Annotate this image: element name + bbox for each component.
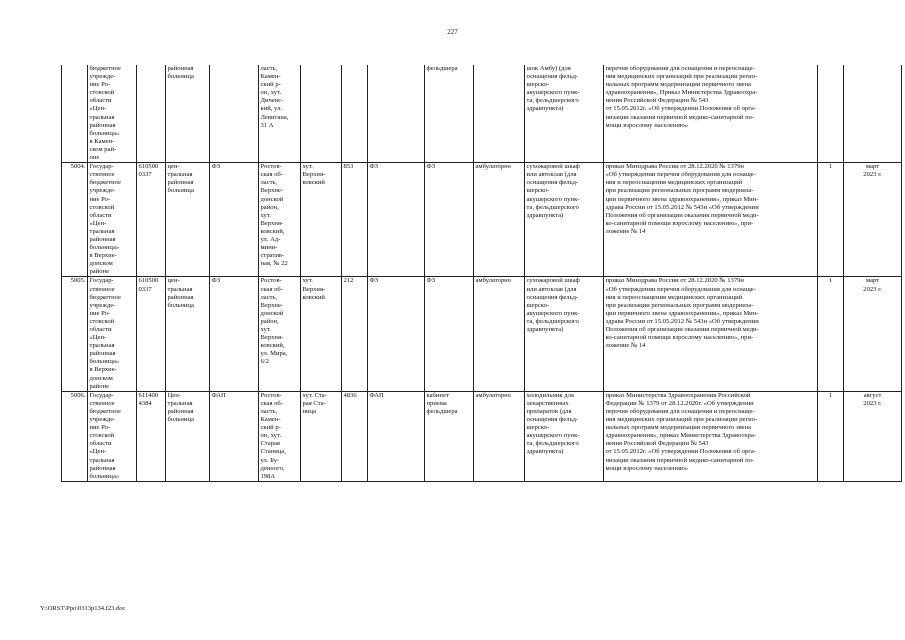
cell-text-line: ласть,	[260, 65, 278, 72]
unit-type-cell	[210, 65, 259, 163]
cell-text-line: ском рай-	[89, 145, 117, 153]
cell-text-line: ФЗ	[211, 277, 221, 285]
cell-text-line: стовской	[89, 432, 115, 440]
table-row	[62, 163, 902, 277]
cell-text-line: Верхня-	[302, 285, 326, 293]
cell-text-line: 2023 г.	[863, 171, 882, 179]
table-row	[62, 391, 902, 481]
cell-text-line: та, фельдшерского	[526, 97, 579, 105]
cell-text-line: та, фельдшерского	[526, 440, 579, 448]
delivery-date-cell	[844, 163, 902, 277]
cell-text-line: области	[89, 211, 112, 219]
cell-text-line: акушерского пунк-	[526, 195, 580, 203]
cell-text-line: хут.	[260, 211, 271, 219]
cell-text-line: акушерского пунк-	[526, 432, 580, 440]
inn-cell	[137, 163, 166, 277]
cell-text-line: ние Ро-	[89, 309, 111, 317]
cell-text-line: хут.	[260, 326, 271, 333]
cell-text-line: районная	[89, 235, 116, 243]
room-cell	[425, 277, 474, 391]
cell-text-line: он, хут.	[260, 89, 281, 97]
cell-text-line: здравпункта)	[526, 326, 564, 333]
cell-text-line: Камен-	[260, 73, 281, 81]
cell-text-line: больница»	[89, 129, 120, 137]
cell-text-line: районная	[167, 65, 194, 72]
cell-text-line: приказ Минздрава России от 28.12.2020 № 1379н	[605, 277, 744, 285]
cell-text-line: больница	[167, 301, 194, 309]
cell-text-line: Цен-	[167, 391, 181, 399]
cell-text-line: стовской	[89, 203, 115, 211]
cell-text-line: шерско-	[526, 187, 550, 195]
address-cell	[259, 391, 301, 481]
cell-text-line: стратив-	[260, 252, 285, 260]
cell-text-line: ская об-	[260, 285, 283, 293]
cell-text-line: тральная	[89, 227, 115, 235]
cell-text-line: кий, ул.	[260, 105, 283, 113]
cell-text-line: шерско-	[526, 301, 550, 309]
cell-text-line: Камен-	[260, 416, 281, 424]
cell-text-line: стовской	[89, 89, 115, 97]
cell-text-line: учрежде-	[89, 301, 116, 309]
cell-text-line: ФЗ	[426, 277, 436, 285]
cell-text-line: Положения об организации оказания первичной меди-	[605, 326, 759, 333]
cell-text-line: 6/2	[260, 358, 269, 366]
cell-text-line: перечня оборудования для оснащения и переоснаще-	[605, 65, 755, 72]
organization-cell	[88, 277, 137, 391]
address-cell	[259, 65, 301, 163]
cell-text-line: ложение № 14	[605, 342, 646, 350]
cell-text-line: здрава России от 15.05.2012 № 543н «Об утверждении	[605, 203, 759, 211]
cell-text-line: ковский,	[260, 342, 285, 350]
cell-text-line: тральная	[167, 171, 193, 179]
equipment-cell	[525, 163, 604, 277]
cell-text-line: учрежде-	[89, 187, 116, 195]
cell-text-line: ние Ро-	[89, 195, 111, 203]
cell-text-line: ние Ро-	[89, 81, 111, 89]
cell-text-line: нальных программ модернизации первичного звена	[605, 81, 752, 89]
unit-type-cell	[210, 163, 259, 277]
care-type-cell	[474, 65, 525, 163]
delivery-date-cell	[844, 391, 902, 481]
cell-text-line: 2023 г.	[863, 285, 882, 293]
cell-text-line: он, хут.	[260, 432, 281, 440]
cell-text-line: оснащения фельд-	[526, 293, 579, 301]
cell-text-line: «Цен-	[89, 105, 107, 113]
cell-text-line: мощи взрослому населению»	[605, 464, 689, 472]
cell-text-line: ФЗ	[211, 163, 221, 171]
population-cell: 212	[342, 277, 368, 391]
cell-text-line: больница»	[89, 472, 120, 480]
cell-text-line: больница	[167, 187, 194, 195]
cell-text-line: районная	[89, 121, 116, 129]
delivery-date-cell	[844, 65, 902, 163]
row-number-cell: 5004.	[62, 163, 88, 277]
cell-text-line: Левитана,	[260, 113, 289, 121]
cell-text-line: тральная	[89, 456, 115, 464]
cell-text-line: рая Ста-	[302, 399, 326, 407]
cell-text-line: при реализации региональных программ модерниза-	[605, 301, 754, 309]
cell-text-line: ние Ро-	[89, 424, 111, 432]
cell-text-line: хут.	[302, 163, 313, 171]
cell-text-line: приказ Министерства Здравоохранения Российской	[605, 391, 751, 399]
organization-cell	[88, 391, 137, 481]
cell-text-line: ции первичного звена здравоохранения», приказ Мин-	[605, 309, 759, 317]
cell-text-line: больница	[167, 73, 194, 81]
quantity-cell: 1	[818, 277, 844, 391]
cell-text-line: ния и переоснащения медицинских организаций	[605, 293, 743, 301]
cell-text-line: денного,	[260, 464, 285, 472]
cell-text-line: шерско-	[526, 81, 550, 89]
organization-cell	[88, 163, 137, 277]
cell-text-line: низации оказания первичной медико-санитарной по-	[605, 456, 755, 464]
cell-text-line: в Камен-	[89, 137, 115, 145]
cell-text-line: ул. Ад-	[260, 235, 281, 243]
cell-text-line: хут.	[302, 277, 313, 285]
legal-basis-cell	[604, 65, 818, 163]
cell-text-line: ская об-	[260, 399, 283, 407]
cell-text-line: донской	[260, 309, 284, 317]
unit-name-cell	[166, 277, 210, 391]
cell-text-line: области	[89, 326, 112, 333]
cell-text-line: фельдшера	[426, 407, 458, 415]
legal-basis-cell	[604, 391, 818, 481]
inn-cell	[137, 391, 166, 481]
settlement-cell	[301, 65, 342, 163]
cell-text-line: ФЗ	[426, 163, 436, 171]
cell-text-line: здравоохранения», приказ Министерства Здравоохра-	[605, 432, 757, 440]
population-cell	[342, 65, 368, 163]
cell-text-line: ния и переоснащения медицинских организаций	[605, 179, 743, 187]
quantity-cell	[818, 65, 844, 163]
room-cell	[425, 163, 474, 277]
unit-name-cell	[166, 65, 210, 163]
cell-text-line: низации оказания первичной медико-санитарной по-	[605, 113, 755, 121]
cell-text-line: Старая	[260, 440, 280, 448]
equipment-cell	[525, 391, 604, 481]
cell-text-line: Верхня-	[260, 334, 284, 342]
cell-text-line: ко-санитарной помощи взрослому населению», при-	[605, 219, 754, 227]
cell-text-line: мощи взрослому населению»	[605, 121, 689, 129]
cell-text-line: район,	[260, 203, 279, 211]
quantity-cell: 1	[818, 163, 844, 277]
care-type-cell: амбулаторно	[474, 277, 525, 391]
cell-text-line: «Об утверждении перечня оборудования для оснаще-	[605, 171, 756, 179]
cell-text-line: ственное	[89, 285, 115, 293]
cell-text-line: от 15.05.2012г. «Об утверждении Положения об орга-	[605, 448, 757, 456]
cell-text-line: больница»	[89, 244, 120, 252]
cell-text-line: 4384	[138, 399, 152, 407]
cell-text-line: приказ Минздрава России от 28.12.2020 № 1379н	[605, 163, 744, 171]
cell-text-line: Верхне-	[260, 301, 284, 309]
cell-text-line: ФЗ	[369, 277, 379, 285]
cell-text-line: или автоклав (для	[526, 285, 577, 293]
cell-text-line: Верхня-	[260, 219, 284, 227]
cell-text-line: ласть,	[260, 179, 278, 187]
cell-text-line: ственное	[89, 171, 115, 179]
cell-text-line: Верхня-	[302, 171, 326, 179]
cell-text-line: март	[865, 277, 880, 285]
cell-text-line: 610500	[138, 277, 159, 285]
cell-text-line: «Об утверждении перечня оборудования для оснаще-	[605, 285, 756, 293]
cell-text-line: Государ-	[89, 391, 114, 399]
cell-text-line: районная	[167, 179, 194, 187]
row-number-cell	[62, 65, 88, 163]
cell-text-line: бюджетное	[89, 293, 121, 301]
cell-text-line: в Верхне-	[89, 252, 117, 260]
cell-text-line: Ростов-	[260, 391, 282, 399]
cell-text-line: здравпункта)	[526, 211, 564, 219]
facility-type-cell	[368, 277, 425, 391]
cell-text-line: нения Российской Федерации № 543	[605, 97, 709, 105]
cell-text-line: ласть,	[260, 293, 278, 301]
cell-text-line: шерско-	[526, 424, 550, 432]
cell-text-line: 0337	[138, 171, 152, 179]
cell-text-line: здрава России от 15.05.2012 № 543н «Об утверждении	[605, 317, 759, 325]
cell-text-line: Положения об организации оказания первичной меди-	[605, 211, 759, 219]
legal-basis-cell	[604, 163, 818, 277]
settlement-cell	[301, 391, 342, 481]
cell-text-line: донской	[260, 195, 284, 203]
cell-text-line: области	[89, 440, 112, 448]
cell-text-line: Федерации № 1379 от 28.12.2020г. «Об утверждении	[605, 399, 754, 407]
cell-text-line: ФАП	[211, 391, 226, 399]
cell-text-line: донском	[89, 260, 113, 268]
cell-text-line: акушерского пунк-	[526, 309, 580, 317]
cell-text-line: ласть,	[260, 407, 278, 415]
cell-text-line: 31 А	[260, 121, 274, 129]
inn-cell	[137, 65, 166, 163]
delivery-date-cell	[844, 277, 902, 391]
equipment-cell	[525, 277, 604, 391]
cell-text-line: «Цен-	[89, 334, 107, 342]
cell-text-line: ФЗ	[369, 163, 379, 171]
cell-text-line: бюджетное	[89, 65, 121, 72]
cell-text-line: март	[865, 163, 880, 171]
cell-text-line: ковский,	[260, 227, 285, 235]
cell-text-line: Верхне-	[260, 187, 284, 195]
cell-text-line: Ростов-	[260, 163, 282, 171]
room-cell	[425, 391, 474, 481]
cell-text-line: кабинет	[426, 391, 449, 399]
cell-text-line: хут. Ста-	[302, 391, 327, 399]
cell-text-line: ница	[302, 407, 317, 415]
page-number: 227	[447, 28, 458, 36]
inn-cell	[137, 277, 166, 391]
cell-text-line: район,	[260, 317, 279, 325]
facility-type-cell	[368, 65, 425, 163]
cell-text-line: ложение № 14	[605, 227, 646, 235]
cell-text-line: ская об-	[260, 171, 283, 179]
cell-text-line: «Цен-	[89, 448, 107, 456]
footer-file-path: Y:\ORST\Ppo\0313p134.f23.doc	[40, 605, 126, 612]
row-number-cell: 5006.	[62, 391, 88, 481]
cell-text-line: районная	[167, 293, 194, 301]
settlement-cell	[301, 163, 342, 277]
facility-type-cell	[368, 391, 425, 481]
cell-text-line: ции первичного звена здравоохранения», приказ Мин-	[605, 195, 759, 203]
cell-text-line: август	[863, 391, 882, 399]
cell-text-line: лекарственных	[526, 399, 569, 407]
population-cell: 4836	[342, 391, 368, 481]
cell-text-line: акушерского пунк-	[526, 89, 580, 97]
organization-cell	[88, 65, 137, 163]
cell-text-line: районная	[167, 407, 194, 415]
cell-text-line: оснащения фельд-	[526, 416, 579, 424]
cell-text-line: ко-санитарной помощи взрослому населению», при-	[605, 334, 754, 342]
cell-text-line: нальных программ модернизации первичного звена	[605, 424, 752, 432]
cell-text-line: цен-	[167, 163, 180, 171]
cell-text-line: 198А	[260, 472, 276, 480]
cell-text-line: ский р-	[260, 424, 281, 432]
cell-text-line: 610500	[138, 163, 159, 171]
legal-basis-cell	[604, 277, 818, 391]
facility-type-cell	[368, 163, 425, 277]
cell-text-line: холодильник для	[526, 391, 574, 399]
cell-text-line: тральная	[167, 285, 193, 293]
cell-text-line: ная, № 22	[260, 260, 288, 268]
cell-text-line: от 15.05.2012г. «Об утверждении Положения об орга-	[605, 105, 757, 113]
cell-text-line: перечня оборудования для оснащения и переоснаще-	[605, 407, 755, 415]
cell-text-line: ственное	[89, 399, 115, 407]
cell-text-line: ФАП	[369, 391, 384, 399]
care-type-cell: амбулаторно	[474, 391, 525, 481]
care-type-cell: амбулаторно	[474, 163, 525, 277]
room-cell	[425, 65, 474, 163]
cell-text-line: при реализации региональных программ модерниза-	[605, 187, 754, 195]
cell-text-line: донском	[89, 374, 113, 382]
cell-text-line: Государ-	[89, 163, 114, 171]
cell-text-line: «Цен-	[89, 219, 107, 227]
cell-text-line: нения Российской Федерации № 543	[605, 440, 709, 448]
table-row	[62, 277, 902, 391]
cell-text-line: больница	[167, 416, 194, 424]
cell-text-line: Станица,	[260, 448, 286, 456]
cell-text-line: цен-	[167, 277, 180, 285]
row-number-cell: 5005.	[62, 277, 88, 391]
population-cell: 853	[342, 163, 368, 277]
cell-text-line: 611400	[138, 391, 159, 399]
cell-text-line: учрежде-	[89, 416, 116, 424]
cell-text-line: шок Амбу) (для	[526, 65, 571, 72]
unit-type-cell	[210, 391, 259, 481]
cell-text-line: 0337	[138, 285, 152, 293]
cell-text-line: та, фельдшерского	[526, 203, 579, 211]
cell-text-line: тральная	[167, 399, 193, 407]
cell-text-line: или автоклав (для	[526, 171, 577, 179]
cell-text-line: районе	[89, 382, 110, 390]
settlement-cell	[301, 277, 342, 391]
cell-text-line: Государ-	[89, 277, 114, 285]
cell-text-line: приема	[426, 399, 447, 407]
cell-text-line: районная	[89, 350, 116, 358]
cell-text-line: учрежде-	[89, 73, 116, 81]
cell-text-line: тральная	[89, 113, 115, 121]
cell-text-line: ковский	[302, 179, 325, 187]
cell-text-line: в Верхне-	[89, 366, 117, 374]
cell-text-line: бюджетное	[89, 179, 121, 187]
table-row	[62, 65, 902, 163]
cell-text-line: мини-	[260, 244, 278, 252]
cell-text-line: здравпункта)	[526, 105, 564, 113]
unit-type-cell	[210, 277, 259, 391]
cell-text-line: ул. Бу-	[260, 456, 280, 464]
cell-text-line: ский р-	[260, 81, 281, 89]
cell-text-line: препаратов (для	[526, 407, 572, 415]
cell-text-line: тральная	[89, 342, 115, 350]
cell-text-line: фельдшера	[426, 65, 458, 72]
cell-text-line: оне	[89, 154, 100, 162]
unit-name-cell	[166, 163, 210, 277]
cell-text-line: здравпункта)	[526, 448, 564, 456]
quantity-cell: 1	[818, 391, 844, 481]
cell-text-line: районная	[89, 464, 116, 472]
cell-text-line: ния медицинских организаций при реализации регио-	[605, 73, 758, 81]
equipment-cell	[525, 65, 604, 163]
cell-text-line: здравоохранения», Приказ Министерства Здравоохра-	[605, 89, 758, 97]
cell-text-line: бюджетное	[89, 407, 121, 415]
cell-text-line: Ростов-	[260, 277, 282, 285]
address-cell	[259, 277, 301, 391]
cell-text-line: ковский	[302, 293, 325, 301]
cell-text-line: Диченс-	[260, 97, 284, 105]
cell-text-line: ния медицинских организаций при реализации регио-	[605, 416, 758, 424]
cell-text-line: оснащения фельд-	[526, 73, 579, 81]
cell-text-line: стовской	[89, 317, 115, 325]
unit-name-cell	[166, 391, 210, 481]
cell-text-line: та, фельдшерского	[526, 317, 579, 325]
cell-text-line: области	[89, 97, 112, 105]
cell-text-line: ул. Мира,	[260, 350, 288, 358]
cell-text-line: районе	[89, 268, 110, 276]
cell-text-line: сухожаровой шкаф	[526, 163, 580, 171]
cell-text-line: оснащения фельд-	[526, 179, 579, 187]
cell-text-line: больница»	[89, 358, 120, 366]
equipment-table	[61, 65, 902, 482]
address-cell	[259, 163, 301, 277]
cell-text-line: сухожаровой шкаф	[526, 277, 580, 285]
cell-text-line: 2023 г.	[863, 399, 882, 407]
